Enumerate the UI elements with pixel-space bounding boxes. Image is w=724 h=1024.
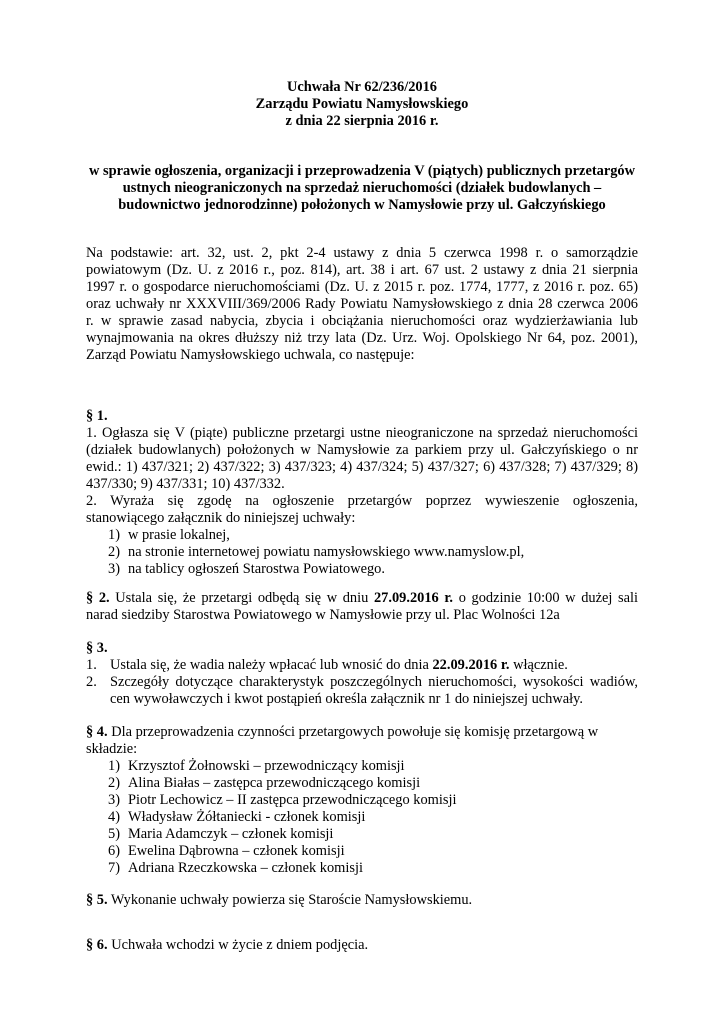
text-run: Uchwała wchodzi w życie z dniem podjęcia. — [107, 937, 369, 953]
section-heading: § 5. — [86, 892, 108, 908]
paragraph-line: 2. Wyraża się zgodę na ogłoszenie przetargów poprzez wywieszenie ogłoszenia, — [86, 493, 638, 509]
section-2 — [86, 590, 638, 624]
paragraph-line: ewid.: 1) 437/321; 2) 437/322; 3) 437/323; 4) 437/324; 5) 437/327; 6) 437/328; 7) 437/329; 8) — [86, 459, 638, 475]
subject-line: w sprawie ogłoszenia, organizacji i przeprowadzenia V (piątych) publicznych przetargów — [88, 163, 635, 179]
item-text: Szczegóły dotyczące charakterystyk poszczególnych nieruchomości, wysokości wadiów, — [110, 674, 638, 690]
list-item — [86, 561, 638, 578]
member-name: Adriana Rzeczkowska – członek komisji — [128, 860, 363, 876]
text-run: Wykonanie uchwały powierza się Staroście Namysłowskiemu. — [107, 892, 473, 908]
legal-basis-line: wynajmowania na okres dłuższy niż trzy lata (Dz. Urz. Woj. Opolskiego Nr 64, poz. 2001), — [86, 330, 638, 346]
legal-basis-line: oraz uchwały nr XXXVIII/369/2006 Rady Powiatu Namysłowskiego z dnia 28 czerwca 2006 — [86, 296, 638, 312]
item-number: 3) — [108, 561, 120, 577]
committee-member — [86, 860, 638, 877]
item-text: na stronie internetowej powiatu namysłowskiego www.namyslow.pl, — [128, 544, 525, 560]
member-name: Alina Białas – zastępca przewodniczącego komisji — [128, 775, 421, 791]
paragraph-line: narad siedziby Starostwa Powiatowego w Namysłowie przy ul. Plac Wolności 12a — [86, 607, 560, 623]
legal-basis-line: Zarząd Powiatu Namysłowskiego uchwala, co następuje: — [86, 347, 415, 363]
item-number: 6) — [108, 843, 120, 859]
list-item — [86, 544, 638, 561]
resolution-title: Uchwała Nr 62/236/2016 — [286, 79, 438, 95]
subject-line: ustnych nieograniczonych na sprzedaż nieruchomości (działek budowlanych – — [122, 180, 602, 196]
text-run: o godzinie 10:00 w dużej sali — [453, 590, 638, 606]
section-heading: § 1. — [86, 408, 108, 424]
paragraph-line — [86, 892, 638, 909]
section-heading: § 3. — [86, 640, 108, 656]
deposit-deadline: 22.09.2016 r. — [432, 657, 510, 673]
member-name: Krzysztof Żołnowski – przewodniczący komisji — [128, 758, 405, 774]
paragraph-line — [86, 937, 638, 954]
item-text: w prasie lokalnej, — [128, 527, 230, 543]
list-item — [86, 657, 638, 674]
committee-member — [86, 792, 638, 809]
paragraph-line: 437/330; 9) 437/331; 10) 437/332. — [86, 476, 285, 492]
text-run: Ustala się, że przetargi odbędą się w dniu — [109, 590, 374, 606]
member-name: Władysław Żółtaniecki - członek komisji — [128, 809, 366, 825]
item-number: 1. — [86, 657, 97, 673]
legal-basis-line: Na podstawie: art. 32, ust. 2, pkt 2-4 ustawy z dnia 5 czerwca 1998 r. o samorządzie — [86, 245, 638, 261]
section-heading: § 6. — [86, 937, 108, 953]
section-3-list — [86, 657, 638, 708]
paragraph-line — [86, 590, 638, 607]
paragraph-line: stanowiącego załącznik do niniejszej uchwały: — [86, 510, 356, 526]
legal-basis-line: 1997 r. o gospodarce nieruchomościami (Dz. U. z 2015 r. poz. 1774, 1777, z 2016 r. poz. 65) — [86, 279, 638, 295]
item-number: 4) — [108, 809, 120, 825]
member-name: Piotr Lechowicz – II zastępca przewodniczącego komisji — [128, 792, 457, 808]
member-name: Maria Adamczyk – członek komisji — [128, 826, 334, 842]
item-number: 2) — [108, 544, 120, 560]
item-number: 1) — [108, 758, 120, 774]
item-number: 7) — [108, 860, 120, 876]
item-text: cen wywoławczych i kwot postąpień określa załącznik nr 1 do niniejszej uchwały. — [110, 691, 583, 707]
legal-basis-line: powiatowym (Dz. U. z 2016 r., poz. 814), art. 38 i art. 67 ust. 2 ustawy z dnia 21 sierpnia — [86, 262, 638, 278]
resolution-subject — [70, 163, 654, 214]
section-6 — [86, 937, 638, 954]
resolution-date: z dnia 22 sierpnia 2016 r. — [285, 113, 439, 129]
section-3 — [86, 640, 638, 708]
item-number: 1) — [108, 527, 120, 543]
legal-basis — [86, 245, 638, 364]
auction-date: 27.09.2016 r. — [373, 590, 454, 606]
publication-list — [86, 527, 638, 578]
list-item — [86, 674, 638, 708]
subject-line: budownictwo jednorodzinne) położonych w Namysłowie przy ul. Gałczyńskiego — [118, 197, 606, 213]
section-5 — [86, 892, 638, 909]
section-heading: § 2. — [86, 590, 110, 606]
resolution-header — [0, 79, 724, 130]
text-run: Dla przeprowadzenia czynności przetargowych powołuje się komisję przetargową w — [107, 724, 599, 740]
item-number: 5) — [108, 826, 120, 842]
item-number: 2) — [108, 775, 120, 791]
item-text: włącznie. — [509, 657, 568, 673]
issuing-body: Zarządu Powiatu Namysłowskiego — [255, 96, 469, 112]
paragraph-line — [86, 724, 638, 741]
list-item — [86, 527, 638, 544]
member-name: Ewelina Dąbrowna – członek komisji — [128, 843, 345, 859]
paragraph-line: (działek budowlanych) położonych w Namysłowie za parkiem przy ul. Gałczyńskiego o nr — [86, 442, 638, 458]
section-1 — [86, 408, 638, 578]
item-number: 3) — [108, 792, 120, 808]
committee-member — [86, 843, 638, 860]
committee-member — [86, 758, 638, 775]
item-text: Ustala się, że wadia należy wpłacać lub wnosić do dnia — [110, 657, 433, 673]
section-4 — [86, 724, 638, 877]
item-number: 2. — [86, 674, 97, 690]
item-text: na tablicy ogłoszeń Starostwa Powiatowego. — [128, 561, 385, 577]
legal-basis-line: r. w sprawie zasad nabycia, zbycia i obciążania nieruchomości oraz wydzierżawiania lub — [86, 313, 638, 329]
committee-member — [86, 809, 638, 826]
section-heading: § 4. — [86, 724, 108, 740]
committee-member — [86, 826, 638, 843]
committee-member — [86, 775, 638, 792]
committee-members-list — [86, 758, 638, 877]
paragraph-line: 1. Ogłasza się V (piąte) publiczne przetargi ustne nieograniczone na sprzedaż nieruchomości — [86, 425, 638, 441]
paragraph-line: składzie: — [86, 741, 138, 757]
